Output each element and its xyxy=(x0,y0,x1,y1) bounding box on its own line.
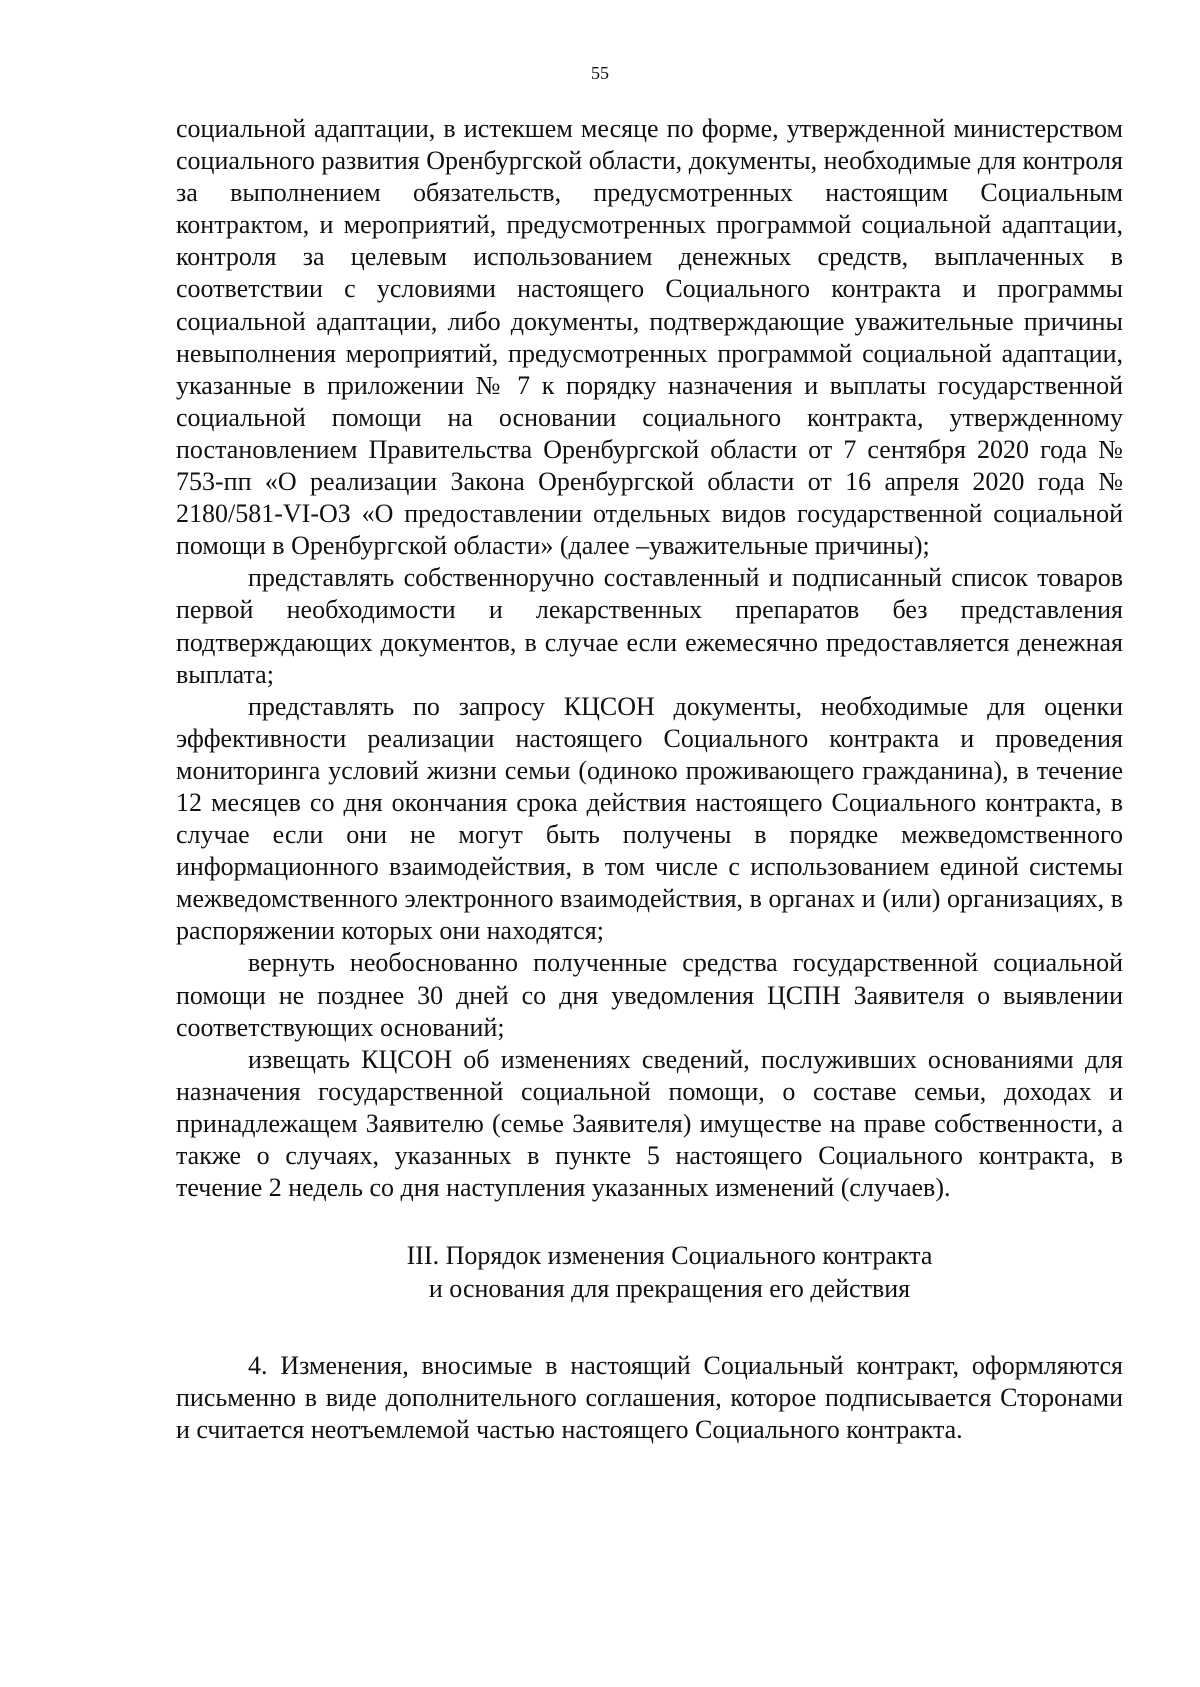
paragraph-kcson-request: представлять по запросу КЦСОН документы, необходимые для оценки эффективности реализации настоящего Социального контракта и проведения мониторинга условий жизни семьи (одиноко проживающего гражданина), в течение 12 месяцев со дня окончания срока действия настоящего Социального контракта, в случае если они не могут быть получены в порядке межведомственного информационного взаимодействия, в том числе с использованием единой системы межведомственного электронного взаимодействия, в органах и (или) организациях, в распоряжении которых они находятся; xyxy=(176,691,1123,946)
document-body xyxy=(176,113,1123,1446)
paragraph-notify-kcson: извещать КЦСОН об изменениях сведений, послуживших основаниями для назначения государственной социальной помощи, о составе семьи, доходах и принадлежащем Заявителю (семье Заявителя) имуществе на праве собственности, а также о случаях, указанных в пункте 5 настоящего Социального контракта, в течение 2 недель со дня наступления указанных изменений (случаев). xyxy=(176,1044,1123,1203)
section-heading-line-2: и основания для прекращения его действия xyxy=(428,1274,911,1304)
section-heading xyxy=(176,1239,1123,1305)
paragraph-contract-changes: 4. Изменения, вносимые в настоящий Социальный контракт, оформляются письменно в виде дополнительного соглашения, которое подписывается Сторонами и считается неотъемлемой частью настоящего Социального контракта. xyxy=(176,1351,1123,1445)
paragraph-return-funds: вернуть необоснованно полученные средства государственной социальной помощи не позднее 30 дней со дня уведомления ЦСПН Заявителя о выявлении соответствующих оснований; xyxy=(176,948,1123,1042)
page-number: 55 xyxy=(591,63,609,83)
section-heading-line-1: III. Порядок изменения Социального контракта xyxy=(406,1241,933,1271)
paragraph-goods-list: представлять собственноручно составленный и подписанный список товаров первой необходимости и лекарственных препаратов без представления подтверждающих документов, в случае если ежемесячно предоставляется денежная выплата; xyxy=(176,563,1123,689)
paragraph-social-adaptation-documents: социальной адаптации, в истекшем месяце по форме, утвержденной министерством социального развития Оренбургской области, документы, необходимые для контроля за выполнением обязательств, предусмотренных настоящим Социальным контрактом, и мероприятий, предусмотренных программой социальной адаптации, контроля за целевым использованием денежных средств, выплаченных в соответствии с условиями настоящего Социального контракта и программы социальной адаптации, либо документы, подтверждающие уважительные причины невыполнения мероприятий, предусмотренных программой социальной адаптации, указанные в приложении № 7 к порядку назначения и выплаты государственной социальной помощи на основании социального контракта, утвержденному постановлением Правительства Оренбургской области от 7 сентября 2020 года № 753-пп «О реализации Закона Оренбургской области от 16 апреля 2020 года № 2180/581-VI-ОЗ «О предоставлении отдельных видов государственной социальной помощи в Оренбургской области» (далее –уважительные причины); xyxy=(176,114,1123,561)
